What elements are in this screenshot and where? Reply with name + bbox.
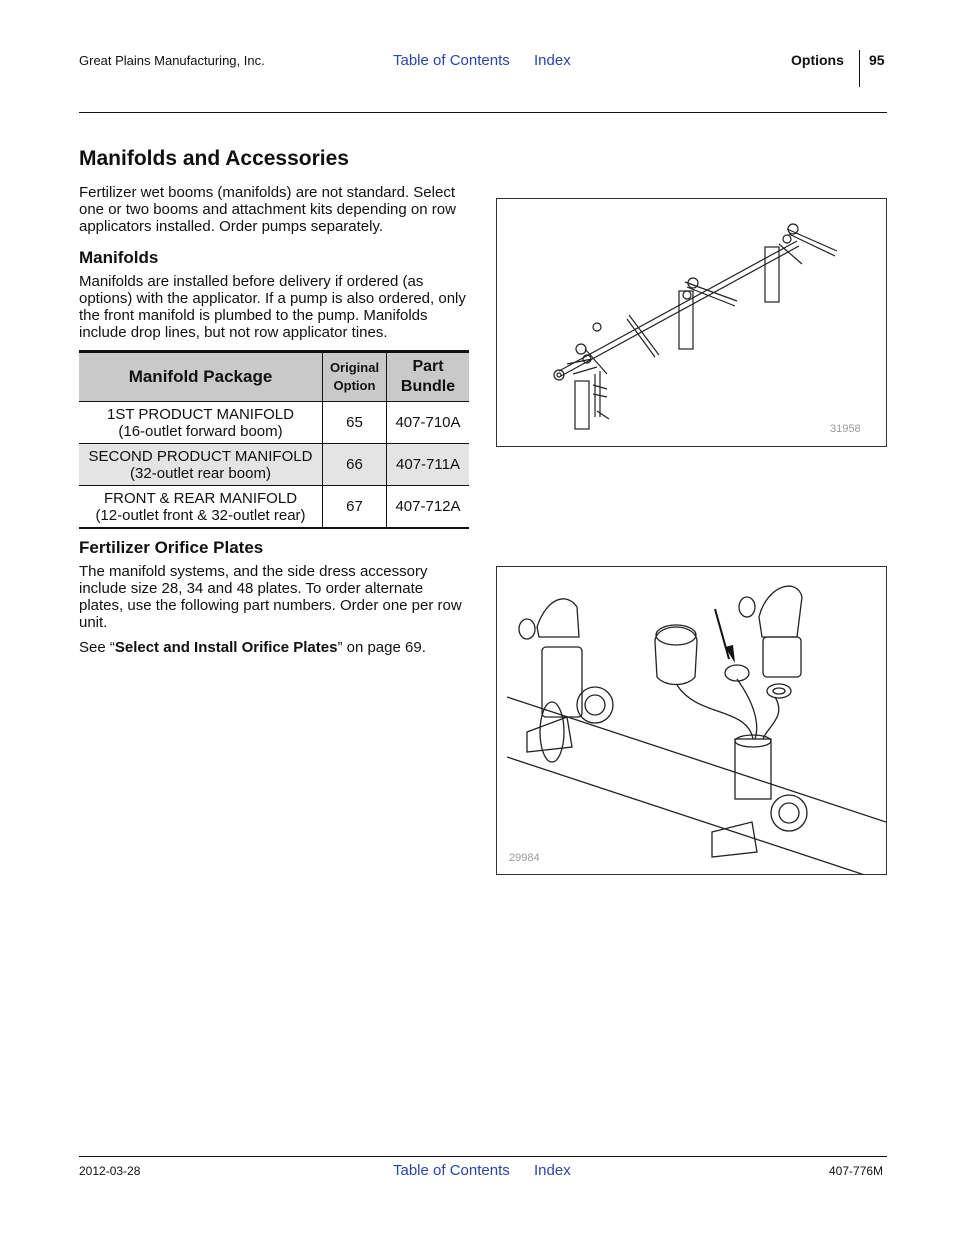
part-cell: 407-712A [387, 486, 470, 529]
manifolds-paragraph: Manifolds are installed before delivery if ordered (as options) with the applicator. If a pump is also ordered, only the front manifold is plumbed to the pump. Manifolds include drop lines, but not row applicator tines. [79, 273, 466, 341]
package-cell [79, 402, 323, 444]
package-cell [79, 486, 323, 529]
see-reference [79, 639, 471, 656]
option-cell: 67 [323, 486, 387, 529]
manifold-illustration [497, 199, 886, 446]
footer-doc-number: 407-776M [829, 1164, 884, 1178]
col-header-part-line2: Bundle [400, 378, 456, 395]
option-cell: 65 [323, 402, 387, 444]
footer-toc-link[interactable]: Table of Contents [393, 1162, 510, 1179]
table-row [79, 402, 469, 444]
col-header-part [387, 352, 470, 402]
col-header-option-line1: Original [329, 360, 380, 375]
page-title: Manifolds and Accessories [79, 147, 349, 170]
col-header-option [323, 352, 387, 402]
manifold-figure [496, 198, 887, 447]
figure1-number: 31958 [830, 423, 861, 435]
package-detail: (32-outlet rear boom) [130, 464, 271, 482]
footer-rule [79, 1156, 887, 1157]
page-number: 95 [869, 52, 885, 68]
package-detail: (12-outlet front & 32-outlet rear) [95, 506, 306, 524]
footer-date: 2012-03-28 [79, 1164, 141, 1178]
figure2-number: 29984 [509, 852, 540, 864]
orifice-figure [496, 566, 887, 875]
package-name: 1ST PRODUCT MANIFOLD [107, 405, 294, 423]
package-detail: (16-outlet forward boom) [118, 422, 283, 440]
col-header-package: Manifold Package [79, 352, 323, 402]
header-divider [859, 50, 860, 87]
manifolds-heading: Manifolds [79, 248, 159, 267]
orifice-paragraph: The manifold systems, and the side dress accessory include size 28, 34 and 48 plates. To order alternate plates, use the following part numbers. Order one per row unit. [79, 563, 462, 631]
header-toc-link[interactable]: Table of Contents [393, 52, 510, 69]
package-name: SECOND PRODUCT MANIFOLD [88, 447, 313, 465]
part-cell: 407-711A [387, 444, 470, 486]
package-name: FRONT & REAR MANIFOLD [103, 489, 298, 507]
manifold-table [79, 350, 469, 529]
table-row [79, 444, 469, 486]
col-header-option-line2: Option [333, 378, 376, 393]
part-cell: 407-710A [387, 402, 470, 444]
section-name: Options [791, 52, 844, 68]
footer-index-link[interactable]: Index [534, 1162, 571, 1179]
see-prefix: See “ [79, 639, 115, 656]
header-rule [79, 112, 887, 113]
see-reference-link-text[interactable]: Select and Install Orifice Plates [114, 639, 338, 656]
table-row [79, 486, 469, 529]
company-name: Great Plains Manufacturing, Inc. [79, 53, 265, 68]
option-cell: 66 [323, 444, 387, 486]
header-index-link[interactable]: Index [534, 52, 571, 69]
orifice-heading: Fertilizer Orifice Plates [79, 538, 264, 557]
package-cell [79, 444, 323, 486]
orifice-illustration [497, 567, 886, 874]
intro-paragraph: Fertilizer wet booms (manifolds) are not standard. Select one or two booms and attachment kits depending on row applicators installed. Order pumps separately. [79, 184, 456, 235]
see-suffix: ” on page 69. [337, 639, 426, 656]
col-header-part-line1: Part [412, 358, 444, 375]
